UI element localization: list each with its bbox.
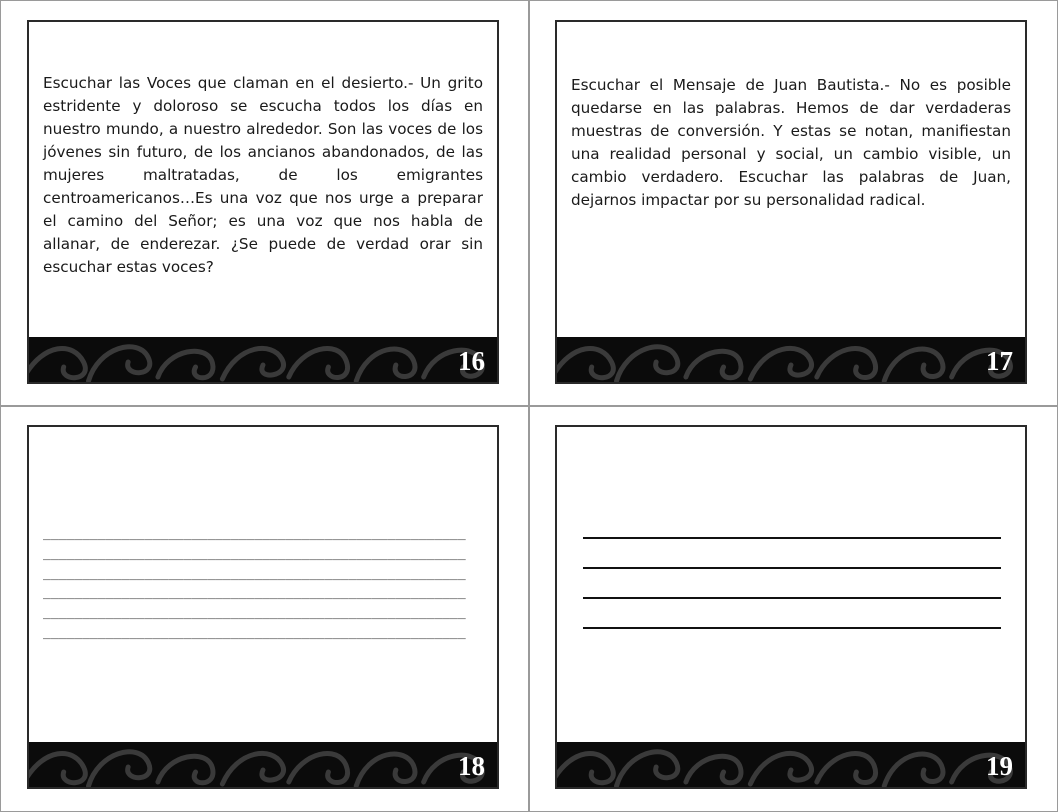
ornament-pattern xyxy=(29,742,497,787)
slide-18[interactable] xyxy=(27,425,499,789)
slide-17[interactable] xyxy=(555,20,1027,384)
note-line: ______________________________________________________ xyxy=(43,565,466,581)
slide-number: 17 xyxy=(986,346,1013,376)
note-line xyxy=(583,627,1001,629)
slide-16[interactable] xyxy=(27,20,499,384)
ornament-band xyxy=(29,337,497,382)
ornament-pattern xyxy=(557,337,1025,382)
note-line xyxy=(583,597,1001,599)
note-line: ______________________________________________________ xyxy=(43,526,466,541)
note-line: ______________________________________________________ xyxy=(43,624,466,640)
slide-17-text: Escuchar el Mensaje de Juan Bautista.- No es posible quedarse en las palabras. Hemos de dar verdaderas muestras de conversión. Y estas se notan, manifiestan una realidad personal y social, un cambio visible, un cambio verdadero. Escuchar las palabras de Juan, dejarnos impactar por su personalidad radical. xyxy=(571,76,1011,209)
note-line xyxy=(583,537,1001,539)
ornament-band xyxy=(557,337,1025,382)
note-lines xyxy=(43,524,483,643)
note-line xyxy=(583,567,1001,569)
slide-number: 19 xyxy=(986,751,1013,781)
note-line: ______________________________________________________ xyxy=(43,605,466,621)
ornament-pattern xyxy=(29,337,497,382)
note-lines xyxy=(583,537,1001,657)
slide-number: 18 xyxy=(458,751,485,781)
horizontal-divider xyxy=(0,405,1058,407)
ornament-band xyxy=(557,742,1025,787)
slide-number: 16 xyxy=(458,346,485,376)
ornament-band xyxy=(29,742,497,787)
slide-19[interactable] xyxy=(555,425,1027,789)
note-line: ______________________________________________________ xyxy=(43,545,466,561)
slide-16-text: Escuchar las Voces que claman en el desierto.- Un grito estridente y doloroso se escucha todos los días en nuestro mundo, a nuestro alrededor. Son las voces de los jóvenes sin futuro, de los ancianos abandonados, de las mujeres maltratadas, de los emigrantes centroamericanos…Es una voz que nos urge a preparar el camino del Señor; es una voz que nos habla de allanar, de enderezar. ¿Se puede de verdad orar sin escuchar estas voces? xyxy=(43,74,483,276)
note-line: ______________________________________________________ xyxy=(43,585,466,601)
ornament-pattern xyxy=(557,742,1025,787)
